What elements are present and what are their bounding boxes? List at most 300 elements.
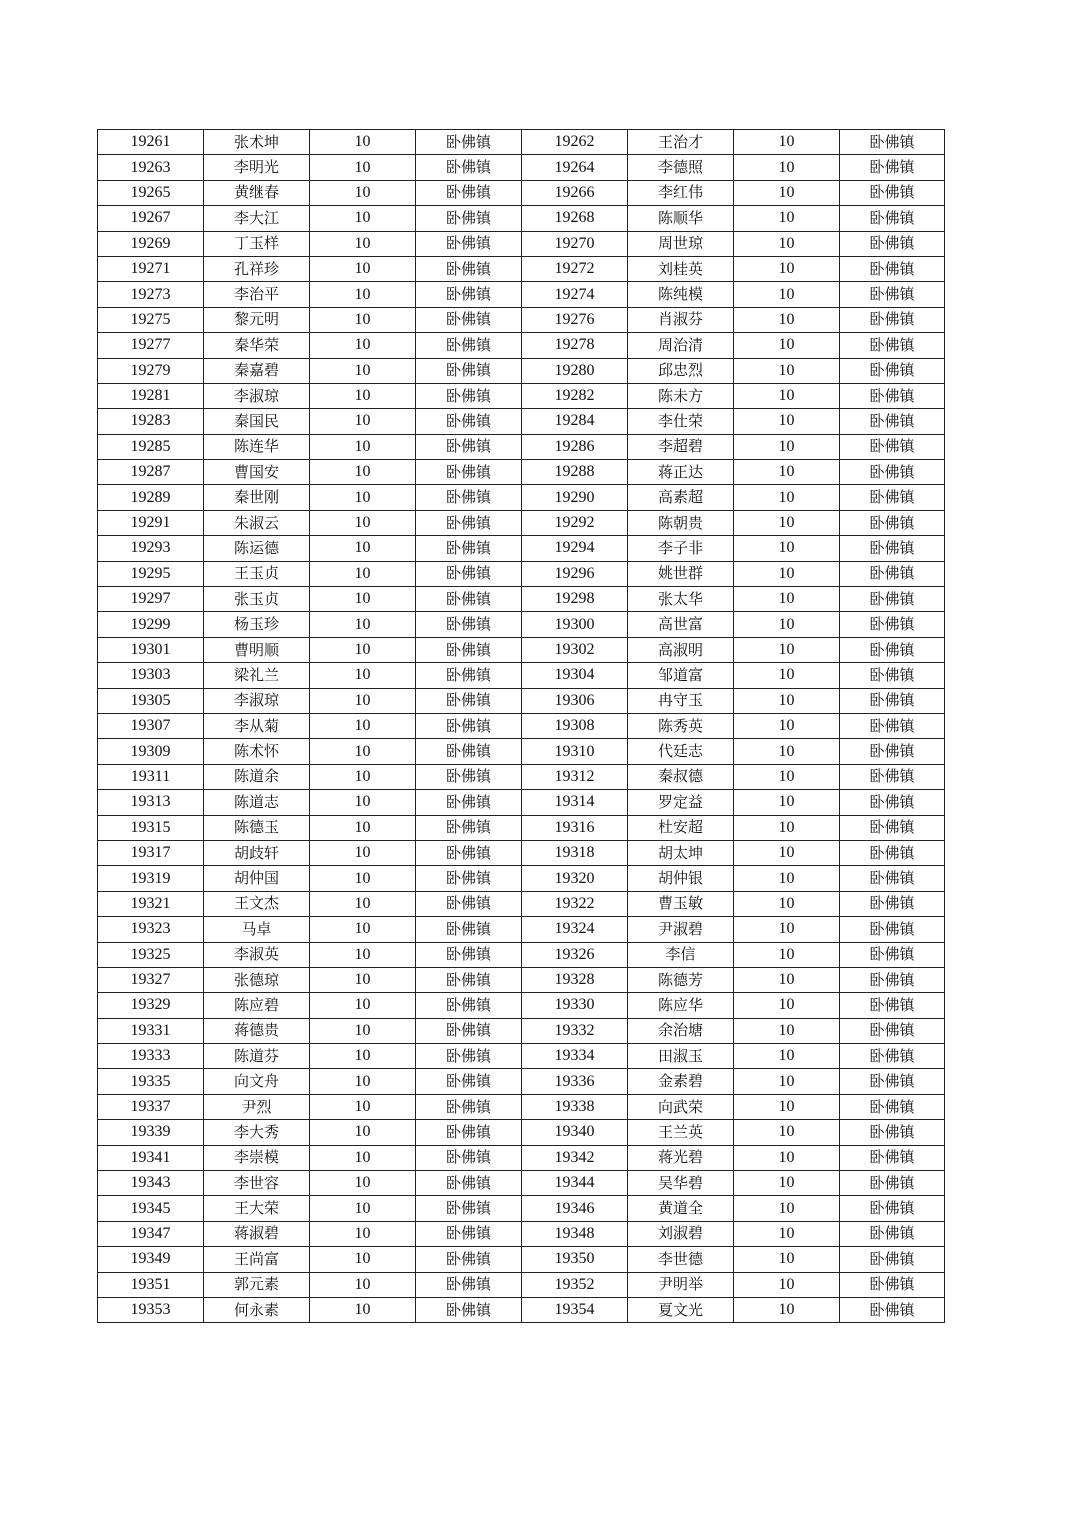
id-cell: 19265 <box>98 180 204 205</box>
town-cell: 卧佛镇 <box>416 510 522 535</box>
town-cell: 卧佛镇 <box>416 688 522 713</box>
town-cell: 卧佛镇 <box>416 409 522 434</box>
table-row <box>98 739 945 764</box>
id-cell: 19281 <box>98 383 204 408</box>
amount-cell: 10 <box>310 993 416 1018</box>
table-row <box>98 713 945 738</box>
amount-cell: 10 <box>310 485 416 510</box>
id-cell: 19306 <box>522 688 628 713</box>
town-cell: 卧佛镇 <box>416 764 522 789</box>
id-cell: 19324 <box>522 917 628 942</box>
id-cell: 19266 <box>522 180 628 205</box>
name-cell: 马卓 <box>204 917 310 942</box>
name-cell: 李从菊 <box>204 713 310 738</box>
table-row <box>98 1247 945 1272</box>
name-cell: 张德琼 <box>204 967 310 992</box>
id-cell: 19270 <box>522 231 628 256</box>
amount-cell: 10 <box>310 1069 416 1094</box>
name-cell: 高素超 <box>628 485 734 510</box>
amount-cell: 10 <box>734 1069 840 1094</box>
town-cell: 卧佛镇 <box>416 739 522 764</box>
amount-cell: 10 <box>310 612 416 637</box>
town-cell: 卧佛镇 <box>840 790 945 815</box>
amount-cell: 10 <box>734 485 840 510</box>
town-cell: 卧佛镇 <box>840 866 945 891</box>
town-cell: 卧佛镇 <box>840 180 945 205</box>
town-cell: 卧佛镇 <box>416 256 522 281</box>
id-cell: 19341 <box>98 1145 204 1170</box>
id-cell: 19307 <box>98 713 204 738</box>
amount-cell: 10 <box>310 1094 416 1119</box>
name-cell: 高淑明 <box>628 637 734 662</box>
name-cell: 曹玉敏 <box>628 891 734 916</box>
name-cell: 姚世群 <box>628 561 734 586</box>
id-cell: 19264 <box>522 155 628 180</box>
town-cell: 卧佛镇 <box>840 333 945 358</box>
amount-cell: 10 <box>310 130 416 155</box>
table-row <box>98 637 945 662</box>
amount-cell: 10 <box>734 536 840 561</box>
name-cell: 梁礼兰 <box>204 663 310 688</box>
id-cell: 19286 <box>522 434 628 459</box>
town-cell: 卧佛镇 <box>840 256 945 281</box>
name-cell: 李大秀 <box>204 1120 310 1145</box>
amount-cell: 10 <box>734 282 840 307</box>
table-row <box>98 307 945 332</box>
name-cell: 陈纯模 <box>628 282 734 307</box>
name-cell: 刘桂英 <box>628 256 734 281</box>
amount-cell: 10 <box>310 282 416 307</box>
town-cell: 卧佛镇 <box>416 1120 522 1145</box>
amount-cell: 10 <box>734 739 840 764</box>
table-row <box>98 866 945 891</box>
name-cell: 何永素 <box>204 1297 310 1322</box>
town-cell: 卧佛镇 <box>840 1018 945 1043</box>
name-cell: 杨玉珍 <box>204 612 310 637</box>
table-row <box>98 1145 945 1170</box>
id-cell: 19298 <box>522 587 628 612</box>
id-cell: 19329 <box>98 993 204 1018</box>
town-cell: 卧佛镇 <box>416 967 522 992</box>
table-row <box>98 891 945 916</box>
town-cell: 卧佛镇 <box>840 383 945 408</box>
amount-cell: 10 <box>734 333 840 358</box>
table-row <box>98 1221 945 1246</box>
amount-cell: 10 <box>310 1044 416 1069</box>
id-cell: 19353 <box>98 1297 204 1322</box>
amount-cell: 10 <box>734 206 840 231</box>
id-cell: 19276 <box>522 307 628 332</box>
name-cell: 杜安超 <box>628 815 734 840</box>
id-cell: 19272 <box>522 256 628 281</box>
town-cell: 卧佛镇 <box>416 891 522 916</box>
name-cell: 尹明举 <box>628 1272 734 1297</box>
table-row <box>98 967 945 992</box>
amount-cell: 10 <box>734 434 840 459</box>
id-cell: 19283 <box>98 409 204 434</box>
town-cell: 卧佛镇 <box>840 1297 945 1322</box>
name-cell: 高世富 <box>628 612 734 637</box>
id-cell: 19293 <box>98 536 204 561</box>
name-cell: 李德照 <box>628 155 734 180</box>
id-cell: 19342 <box>522 1145 628 1170</box>
table-row <box>98 510 945 535</box>
id-cell: 19336 <box>522 1069 628 1094</box>
name-cell: 向武荣 <box>628 1094 734 1119</box>
town-cell: 卧佛镇 <box>840 891 945 916</box>
table-row <box>98 155 945 180</box>
id-cell: 19326 <box>522 942 628 967</box>
name-cell: 曹明顺 <box>204 637 310 662</box>
id-cell: 19287 <box>98 460 204 485</box>
id-cell: 19339 <box>98 1120 204 1145</box>
id-cell: 19314 <box>522 790 628 815</box>
town-cell: 卧佛镇 <box>840 663 945 688</box>
table-row <box>98 130 945 155</box>
name-cell: 秦嘉碧 <box>204 358 310 383</box>
town-cell: 卧佛镇 <box>840 637 945 662</box>
roster-table <box>97 129 945 1323</box>
town-cell: 卧佛镇 <box>416 1171 522 1196</box>
name-cell: 李淑琼 <box>204 688 310 713</box>
name-cell: 李超碧 <box>628 434 734 459</box>
id-cell: 19338 <box>522 1094 628 1119</box>
table-row <box>98 282 945 307</box>
town-cell: 卧佛镇 <box>840 764 945 789</box>
town-cell: 卧佛镇 <box>416 790 522 815</box>
amount-cell: 10 <box>734 256 840 281</box>
id-cell: 19323 <box>98 917 204 942</box>
amount-cell: 10 <box>310 155 416 180</box>
town-cell: 卧佛镇 <box>840 1196 945 1221</box>
id-cell: 19288 <box>522 460 628 485</box>
amount-cell: 10 <box>734 1196 840 1221</box>
name-cell: 邱忠烈 <box>628 358 734 383</box>
id-cell: 19350 <box>522 1247 628 1272</box>
name-cell: 蒋淑碧 <box>204 1221 310 1246</box>
amount-cell: 10 <box>734 1120 840 1145</box>
id-cell: 19268 <box>522 206 628 231</box>
town-cell: 卧佛镇 <box>416 358 522 383</box>
name-cell: 秦世刚 <box>204 485 310 510</box>
amount-cell: 10 <box>310 510 416 535</box>
id-cell: 19278 <box>522 333 628 358</box>
town-cell: 卧佛镇 <box>416 1044 522 1069</box>
amount-cell: 10 <box>734 1044 840 1069</box>
id-cell: 19267 <box>98 206 204 231</box>
town-cell: 卧佛镇 <box>416 231 522 256</box>
amount-cell: 10 <box>310 333 416 358</box>
id-cell: 19304 <box>522 663 628 688</box>
id-cell: 19279 <box>98 358 204 383</box>
town-cell: 卧佛镇 <box>416 840 522 865</box>
town-cell: 卧佛镇 <box>840 1272 945 1297</box>
table-row <box>98 536 945 561</box>
town-cell: 卧佛镇 <box>416 1018 522 1043</box>
name-cell: 夏文光 <box>628 1297 734 1322</box>
id-cell: 19316 <box>522 815 628 840</box>
amount-cell: 10 <box>310 434 416 459</box>
table-row <box>98 485 945 510</box>
town-cell: 卧佛镇 <box>840 206 945 231</box>
amount-cell: 10 <box>310 917 416 942</box>
town-cell: 卧佛镇 <box>840 485 945 510</box>
name-cell: 陈德玉 <box>204 815 310 840</box>
town-cell: 卧佛镇 <box>416 536 522 561</box>
table-row <box>98 764 945 789</box>
id-cell: 19285 <box>98 434 204 459</box>
name-cell: 陈道芬 <box>204 1044 310 1069</box>
id-cell: 19337 <box>98 1094 204 1119</box>
id-cell: 19274 <box>522 282 628 307</box>
amount-cell: 10 <box>734 1171 840 1196</box>
amount-cell: 10 <box>734 866 840 891</box>
name-cell: 蒋光碧 <box>628 1145 734 1170</box>
amount-cell: 10 <box>310 1247 416 1272</box>
id-cell: 19347 <box>98 1221 204 1246</box>
table-row <box>98 561 945 586</box>
amount-cell: 10 <box>734 180 840 205</box>
town-cell: 卧佛镇 <box>416 155 522 180</box>
town-cell: 卧佛镇 <box>416 866 522 891</box>
id-cell: 19344 <box>522 1171 628 1196</box>
id-cell: 19290 <box>522 485 628 510</box>
id-cell: 19303 <box>98 663 204 688</box>
town-cell: 卧佛镇 <box>840 688 945 713</box>
town-cell: 卧佛镇 <box>840 815 945 840</box>
name-cell: 蒋德贵 <box>204 1018 310 1043</box>
id-cell: 19263 <box>98 155 204 180</box>
amount-cell: 10 <box>734 1272 840 1297</box>
amount-cell: 10 <box>310 942 416 967</box>
amount-cell: 10 <box>734 383 840 408</box>
town-cell: 卧佛镇 <box>416 1069 522 1094</box>
name-cell: 王治才 <box>628 130 734 155</box>
id-cell: 19317 <box>98 840 204 865</box>
name-cell: 丁玉样 <box>204 231 310 256</box>
town-cell: 卧佛镇 <box>840 612 945 637</box>
amount-cell: 10 <box>734 561 840 586</box>
town-cell: 卧佛镇 <box>840 155 945 180</box>
id-cell: 19349 <box>98 1247 204 1272</box>
amount-cell: 10 <box>310 206 416 231</box>
table-row <box>98 917 945 942</box>
amount-cell: 10 <box>310 536 416 561</box>
name-cell: 李明光 <box>204 155 310 180</box>
name-cell: 陈连华 <box>204 434 310 459</box>
name-cell: 金素碧 <box>628 1069 734 1094</box>
name-cell: 尹烈 <box>204 1094 310 1119</box>
town-cell: 卧佛镇 <box>416 206 522 231</box>
name-cell: 张术坤 <box>204 130 310 155</box>
name-cell: 陈应碧 <box>204 993 310 1018</box>
name-cell: 代廷志 <box>628 739 734 764</box>
name-cell: 田淑玉 <box>628 1044 734 1069</box>
id-cell: 19302 <box>522 637 628 662</box>
town-cell: 卧佛镇 <box>416 1145 522 1170</box>
name-cell: 王兰英 <box>628 1120 734 1145</box>
town-cell: 卧佛镇 <box>840 1094 945 1119</box>
table-row <box>98 587 945 612</box>
amount-cell: 10 <box>310 1018 416 1043</box>
id-cell: 19271 <box>98 256 204 281</box>
name-cell: 李崇模 <box>204 1145 310 1170</box>
id-cell: 19348 <box>522 1221 628 1246</box>
id-cell: 19261 <box>98 130 204 155</box>
town-cell: 卧佛镇 <box>840 942 945 967</box>
id-cell: 19345 <box>98 1196 204 1221</box>
table-row <box>98 1272 945 1297</box>
id-cell: 19330 <box>522 993 628 1018</box>
id-cell: 19282 <box>522 383 628 408</box>
town-cell: 卧佛镇 <box>840 231 945 256</box>
name-cell: 邹道富 <box>628 663 734 688</box>
id-cell: 19311 <box>98 764 204 789</box>
table-row <box>98 790 945 815</box>
table-row <box>98 256 945 281</box>
amount-cell: 10 <box>310 1272 416 1297</box>
table-row <box>98 358 945 383</box>
id-cell: 19294 <box>522 536 628 561</box>
town-cell: 卧佛镇 <box>416 917 522 942</box>
name-cell: 蒋正达 <box>628 460 734 485</box>
name-cell: 黄道全 <box>628 1196 734 1221</box>
town-cell: 卧佛镇 <box>840 282 945 307</box>
town-cell: 卧佛镇 <box>416 282 522 307</box>
name-cell: 王大荣 <box>204 1196 310 1221</box>
name-cell: 周治清 <box>628 333 734 358</box>
name-cell: 陈运德 <box>204 536 310 561</box>
town-cell: 卧佛镇 <box>840 1145 945 1170</box>
name-cell: 孔祥珍 <box>204 256 310 281</box>
table-row <box>98 1069 945 1094</box>
amount-cell: 10 <box>734 231 840 256</box>
name-cell: 李大江 <box>204 206 310 231</box>
amount-cell: 10 <box>734 155 840 180</box>
amount-cell: 10 <box>734 663 840 688</box>
name-cell: 秦叔德 <box>628 764 734 789</box>
amount-cell: 10 <box>310 1196 416 1221</box>
id-cell: 19318 <box>522 840 628 865</box>
town-cell: 卧佛镇 <box>840 587 945 612</box>
id-cell: 19340 <box>522 1120 628 1145</box>
town-cell: 卧佛镇 <box>840 713 945 738</box>
town-cell: 卧佛镇 <box>840 917 945 942</box>
id-cell: 19305 <box>98 688 204 713</box>
name-cell: 王尚富 <box>204 1247 310 1272</box>
town-cell: 卧佛镇 <box>416 1221 522 1246</box>
town-cell: 卧佛镇 <box>840 1221 945 1246</box>
amount-cell: 10 <box>310 713 416 738</box>
name-cell: 王玉贞 <box>204 561 310 586</box>
name-cell: 秦国民 <box>204 409 310 434</box>
table-row <box>98 206 945 231</box>
amount-cell: 10 <box>310 180 416 205</box>
name-cell: 陈术怀 <box>204 739 310 764</box>
id-cell: 19291 <box>98 510 204 535</box>
name-cell: 李仕荣 <box>628 409 734 434</box>
name-cell: 陈道余 <box>204 764 310 789</box>
table-row <box>98 180 945 205</box>
name-cell: 陈未方 <box>628 383 734 408</box>
amount-cell: 10 <box>310 256 416 281</box>
table-row <box>98 612 945 637</box>
table-row <box>98 231 945 256</box>
name-cell: 秦华荣 <box>204 333 310 358</box>
town-cell: 卧佛镇 <box>416 485 522 510</box>
town-cell: 卧佛镇 <box>416 561 522 586</box>
town-cell: 卧佛镇 <box>416 637 522 662</box>
id-cell: 19334 <box>522 1044 628 1069</box>
table-row <box>98 993 945 1018</box>
id-cell: 19300 <box>522 612 628 637</box>
amount-cell: 10 <box>310 1297 416 1322</box>
id-cell: 19289 <box>98 485 204 510</box>
town-cell: 卧佛镇 <box>840 739 945 764</box>
id-cell: 19292 <box>522 510 628 535</box>
id-cell: 19328 <box>522 967 628 992</box>
amount-cell: 10 <box>734 358 840 383</box>
id-cell: 19269 <box>98 231 204 256</box>
town-cell: 卧佛镇 <box>840 358 945 383</box>
amount-cell: 10 <box>734 460 840 485</box>
table-row <box>98 333 945 358</box>
id-cell: 19313 <box>98 790 204 815</box>
town-cell: 卧佛镇 <box>840 130 945 155</box>
id-cell: 19351 <box>98 1272 204 1297</box>
name-cell: 周世琼 <box>628 231 734 256</box>
id-cell: 19309 <box>98 739 204 764</box>
amount-cell: 10 <box>310 231 416 256</box>
table-row <box>98 663 945 688</box>
town-cell: 卧佛镇 <box>416 815 522 840</box>
name-cell: 胡歧轩 <box>204 840 310 865</box>
table-row <box>98 1196 945 1221</box>
amount-cell: 10 <box>734 307 840 332</box>
table-row <box>98 460 945 485</box>
amount-cell: 10 <box>734 688 840 713</box>
name-cell: 郭元素 <box>204 1272 310 1297</box>
town-cell: 卧佛镇 <box>416 434 522 459</box>
town-cell: 卧佛镇 <box>416 460 522 485</box>
id-cell: 19275 <box>98 307 204 332</box>
town-cell: 卧佛镇 <box>840 460 945 485</box>
amount-cell: 10 <box>734 1094 840 1119</box>
amount-cell: 10 <box>734 764 840 789</box>
table-row <box>98 434 945 459</box>
id-cell: 19346 <box>522 1196 628 1221</box>
amount-cell: 10 <box>310 815 416 840</box>
amount-cell: 10 <box>734 815 840 840</box>
name-cell: 李子非 <box>628 536 734 561</box>
town-cell: 卧佛镇 <box>416 1094 522 1119</box>
id-cell: 19320 <box>522 866 628 891</box>
table-row <box>98 1297 945 1322</box>
town-cell: 卧佛镇 <box>416 612 522 637</box>
id-cell: 19299 <box>98 612 204 637</box>
town-cell: 卧佛镇 <box>416 942 522 967</box>
name-cell: 肖淑芬 <box>628 307 734 332</box>
id-cell: 19301 <box>98 637 204 662</box>
amount-cell: 10 <box>310 1120 416 1145</box>
amount-cell: 10 <box>310 307 416 332</box>
amount-cell: 10 <box>734 790 840 815</box>
id-cell: 19354 <box>522 1297 628 1322</box>
table-row <box>98 409 945 434</box>
name-cell: 曹国安 <box>204 460 310 485</box>
id-cell: 19297 <box>98 587 204 612</box>
name-cell: 余治塘 <box>628 1018 734 1043</box>
